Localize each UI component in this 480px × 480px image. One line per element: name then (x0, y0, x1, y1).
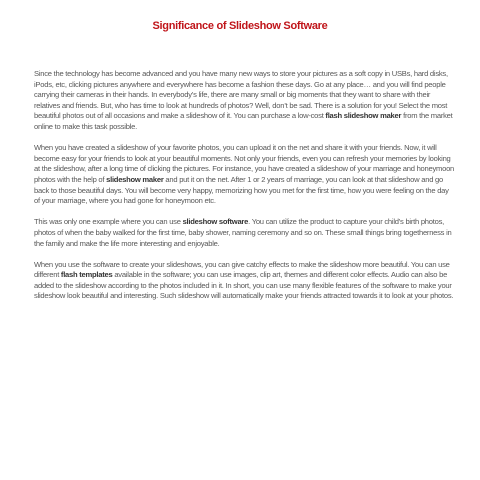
keyword-slideshow-software: slideshow software (182, 217, 249, 227)
paragraph-1 (34, 69, 454, 133)
paragraph-1-text-2: from the market online to make this task possible. (34, 111, 453, 131)
keyword-flash-slideshow-maker: flash slideshow maker (325, 111, 402, 121)
paragraph-4 (34, 260, 454, 302)
paragraph-4-text-1: When you use the software to create your slideshows, you can give catchy effects to make the slideshow more beautiful. You can use different (34, 259, 450, 280)
page-title: Significance of Slideshow Software (152, 20, 328, 32)
paragraph-2-text-1: When you have created a slideshow of your favorite photos, you can upload it on the net and share it with your friends. Now, it will become easy for your friends to look at your beautiful moments. Not only your friends, even you can refresh your memories by looking at the slideshow, after a long time of clicking the pictures. For instance, you have created a slideshow of your marriage and honeymoon photos with the help of (34, 143, 455, 184)
keyword-slideshow-maker: slideshow maker (106, 174, 164, 184)
paragraph-2 (34, 143, 454, 207)
paragraph-1-text-1: Since the technology has become advanced and you have many new ways to store your pictures as a soft copy in USBs, hard disks, iPods, etc, clicking pictures anywhere and everywhere has become a fashion these days. Go at any place… and you will find people carrying their cameras in their hands. In everybody’s life, there are many small or big moments that they want to share with their relatives and friends. But, who has time to look at hundreds of photos? Well, don’t be sad. There is a solution for you! Select the most beautiful photos out of all occasions and make a slideshow of it. You can purchase a low-cost (34, 69, 448, 121)
paragraph-2-text-2: and put it on the net. After 1 or 2 years of marriage, you can look at that slideshow and go back to those beautiful days. You will become very happy, memorizing how you met for the first time, how you were feeling on the day of your marriage, where you had gone for honeymoon etc. (34, 174, 449, 206)
paragraph-4-text-2: available in the software; you can use images, clip art, themes and different color effects. Audio can also be added to the slideshow according to the photos included in it. In short, you can use many flexible features of the software to make your slideshow look beautiful and interesting. Such slideshow will automatically make your friends attracted towards it to look at your photos. (34, 270, 454, 301)
keyword-flash-templates: flash templates (60, 270, 113, 280)
paragraph-3 (34, 217, 454, 249)
paragraph-3-text-2: . You can utilize the product to capture your child’s birth photos, photos of when the baby walked for the first time, baby shower, naming ceremony and so on. These small things bring togetherness in the family and make the life more interesting and enjoyable. (34, 217, 452, 248)
paragraph-3-text-1: This was only one example where you can use (34, 217, 183, 227)
article-body (34, 69, 454, 313)
